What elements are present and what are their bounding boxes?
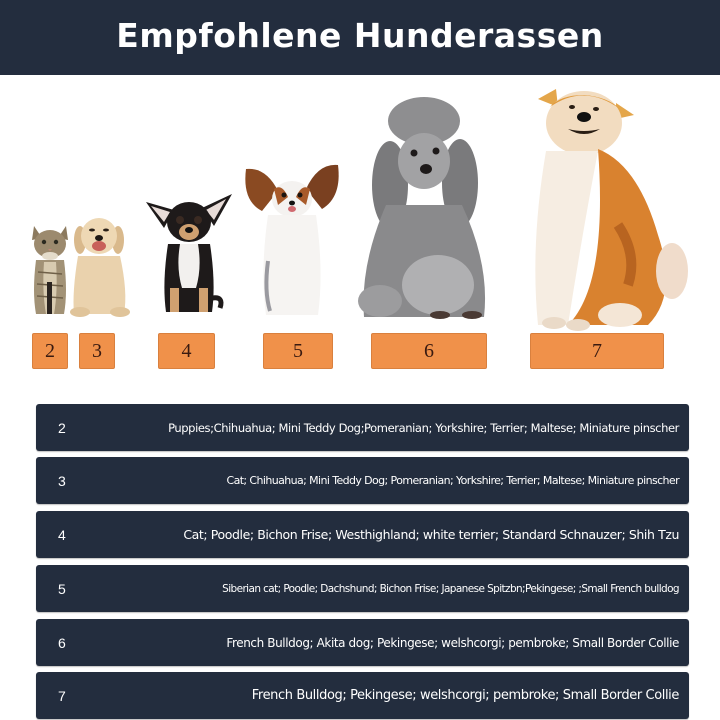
breed-row-7 bbox=[36, 672, 689, 719]
breed-row-2 bbox=[36, 404, 689, 451]
row-breeds: French Bulldog; Pekingese; welshcorgi; pembroke; Small Border Collie bbox=[251, 688, 679, 703]
size-label-6: 6 bbox=[371, 333, 487, 369]
puppy-image bbox=[66, 212, 134, 318]
size-label-7: 7 bbox=[530, 333, 664, 369]
row-breeds: Cat; Chihuahua; Mini Teddy Dog; Pomeranian; Yorkshire; Terrier; Maltese; Miniature pinscher bbox=[226, 474, 679, 487]
size-label-5: 5 bbox=[263, 333, 333, 369]
row-number: 2 bbox=[58, 419, 66, 436]
row-number: 6 bbox=[58, 634, 66, 651]
papillon-image bbox=[242, 161, 342, 319]
row-breeds: French Bulldog; Akita dog; Pekingese; welshcorgi; pembroke; Small Border Collie bbox=[226, 635, 679, 650]
pet-size-illustration bbox=[0, 75, 720, 330]
row-number: 3 bbox=[58, 472, 66, 489]
row-number: 7 bbox=[58, 687, 66, 704]
size-label-2: 2 bbox=[32, 333, 68, 369]
chihuahua-image bbox=[140, 188, 236, 318]
page-header bbox=[0, 0, 720, 75]
page-title: Empfohlene Hunderassen bbox=[116, 16, 604, 55]
breed-row-5 bbox=[36, 565, 689, 612]
poodle-image bbox=[350, 95, 492, 323]
breed-row-6 bbox=[36, 619, 689, 666]
shiba-image bbox=[528, 85, 694, 333]
row-breeds: Puppies;Chihuahua; Mini Teddy Dog;Pomeranian; Yorkshire; Terrier; Maltese; Miniature pinscher bbox=[168, 420, 679, 435]
size-label-4: 4 bbox=[158, 333, 215, 369]
breed-row-4 bbox=[36, 511, 689, 558]
breed-row-3 bbox=[36, 457, 689, 504]
size-label-3: 3 bbox=[79, 333, 115, 369]
row-number: 5 bbox=[58, 580, 66, 597]
row-breeds: Siberian cat; Poodle; Dachshund; Bichon Frise; Japanese Spitzbn;Pekingese; ;Small French bulldog bbox=[222, 582, 679, 595]
row-breeds: Cat; Poodle; Bichon Frise; Westhighland; white terrier; Standard Schnauzer; Shih Tzu bbox=[183, 527, 679, 542]
row-number: 4 bbox=[58, 526, 66, 543]
